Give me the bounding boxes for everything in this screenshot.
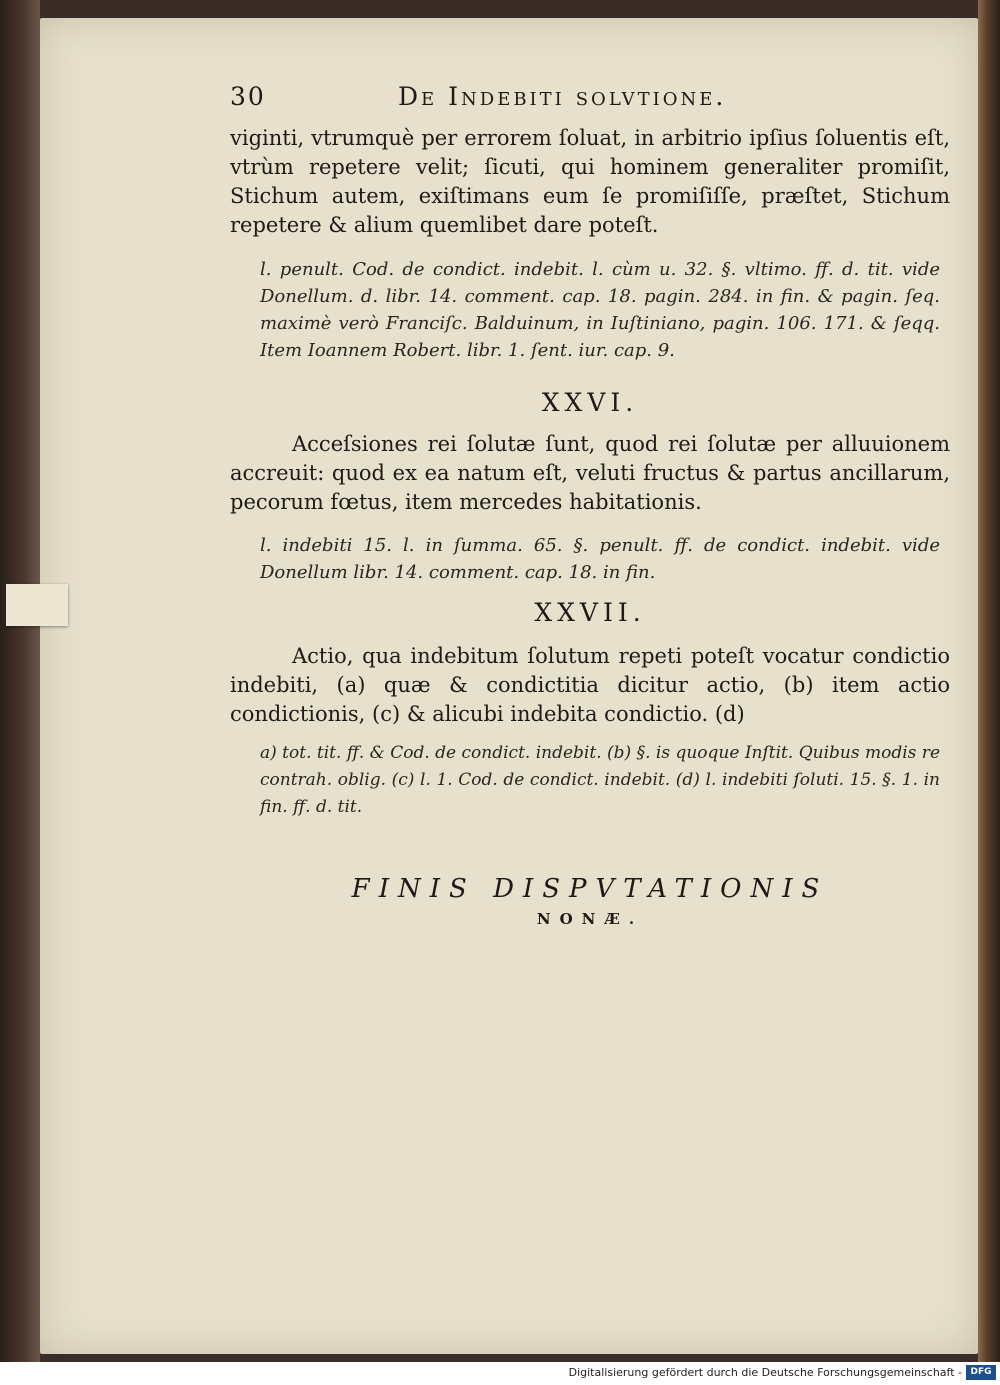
paragraph-continuation (230, 124, 950, 240)
section-numeral-xxvi: XXVI. (541, 388, 639, 417)
nonae-line: NONÆ. (536, 910, 644, 928)
paragraph-xxvii (230, 642, 950, 729)
footnote-1: l. penult. Cod. de condict. indebit. l. cùm u. 32. §. vltimo. ff. d. tit. vide Donellum. d. libr. 14. comment. cap. 18. pagin. 284. in fin. & pagin. ſeq. maximè verò Franciſc. Balduinum, in Iuſtiniano, pagin. 106. 171. & ſeqq. Item Ioannem Robert. libr. 1. ſent. iur. cap. 9. (260, 259, 940, 361)
paragraph-3-text: Actio, qua indebitum ſolutum repeti poteſt vocatur condictio indebiti, (a) quæ & condictitia dicitur actio, (b) item actio condictionis, (c) & alicubi indebita condictio. (d) (230, 644, 950, 726)
dfg-logo-icon: DFG (966, 1365, 996, 1380)
page-number: 30 (230, 82, 266, 111)
footnote-3: a) tot. tit. ff. & Cod. de condict. indebit. (b) §. is quoque Inſtit. Quibus modis re contrah. oblig. (c) l. 1. Cod. de condict. indebit. (d) l. indebiti ſoluti. 15. §. 1. in fin. ff. d. tit. (260, 743, 940, 817)
running-title: De Indebiti solvtione. (398, 82, 727, 111)
book-binding (0, 0, 40, 1362)
footnote-2: l. indebiti 15. l. in ſumma. 65. §. penult. ff. de condict. indebit. vide Donellum libr. 14. comment. cap. 18. in fin. (260, 535, 940, 583)
paragraph-xxvi (230, 430, 950, 517)
finis-line: FINIS DISPVTATIONIS (351, 874, 829, 904)
dfg-credit: Digitalisierung gefördert durch die Deutsche Forschungsgemeinschaft - (568, 1366, 962, 1379)
book-edge (978, 0, 1000, 1362)
paragraph-1-text: viginti, vtrumquè per errorem ſoluat, in arbitrio ipſius ſoluentis eſt, vtrùm repetere velit; ſicuti, qui hominem generaliter promiſit, Stichum autem, exiſtimans eum ſe promiſiſſe, præſtet, Stichum repetere & alium quemlibet dare poteſt. (230, 126, 950, 237)
paragraph-2-text: Acceſsiones rei ſolutæ ſunt, quod rei ſolutæ per alluuionem accreuit: quod ex ea natum eſt, veluti fructus & partus ancillarum, pecorum fœtus, item mercedes habitationis. (230, 432, 950, 514)
footer-bar (0, 1362, 1000, 1385)
section-numeral-xxvii: XXVII. (534, 598, 646, 627)
paper-tab (6, 584, 68, 626)
